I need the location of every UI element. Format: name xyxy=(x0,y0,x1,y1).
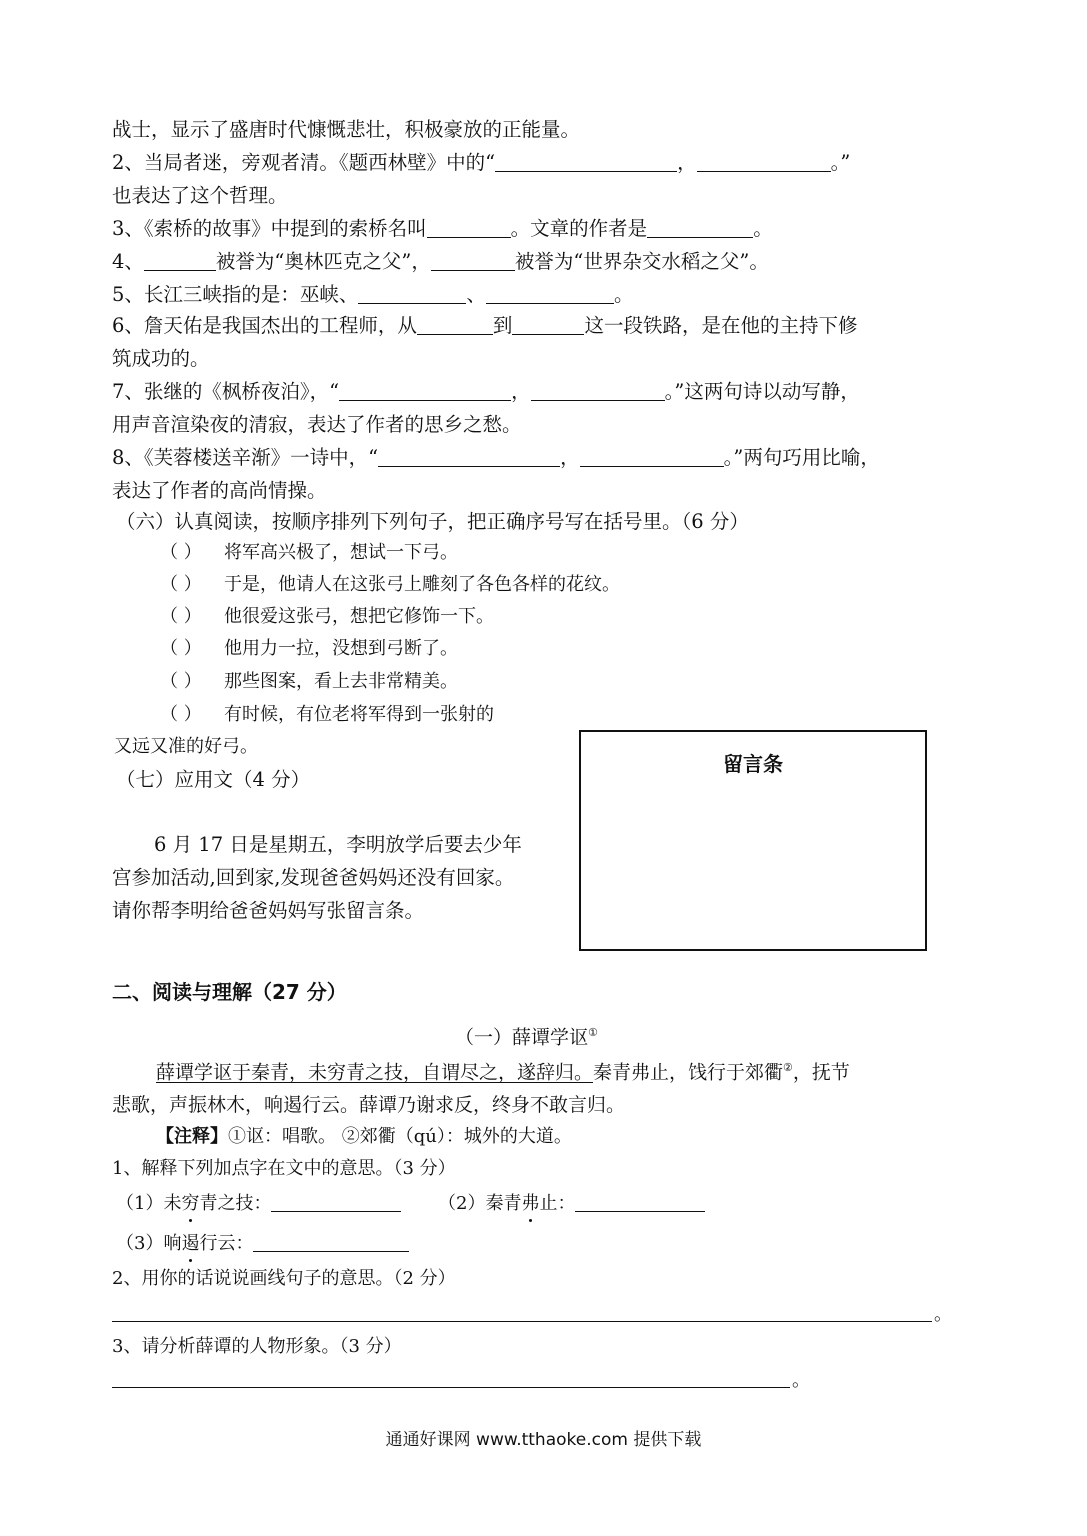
comma: ， xyxy=(560,446,580,469)
annotation xyxy=(156,1128,572,1146)
question-text: 。 xyxy=(613,283,634,306)
answer-blank[interactable] xyxy=(575,1194,705,1212)
item-text: 于是，他请人在这张弓上雕刻了各色各样的花纹。 xyxy=(224,574,620,595)
line-text: 表达了作者的高尚情操。 xyxy=(112,479,327,502)
question-text: 2、当局者迷，旁观者清。《题西林壁》中的“ xyxy=(112,151,496,174)
prompt-line: 6 月 17 日是星期五，李明放学后要去少年 xyxy=(154,833,522,856)
ordering-item xyxy=(160,608,494,626)
answer-blank[interactable] xyxy=(486,286,614,304)
sub-question-text: 止： xyxy=(539,1193,576,1214)
sub-question-1-3 xyxy=(116,1234,409,1253)
dotted-char: 穷 xyxy=(181,1193,200,1214)
text-line xyxy=(112,481,327,501)
answer-paren[interactable]: （ ） xyxy=(160,606,202,627)
answer-blank[interactable] xyxy=(647,220,753,238)
question-text: 。”这两句诗以动写静， xyxy=(664,380,860,403)
answer-blank[interactable] xyxy=(495,154,677,172)
answer-blank[interactable] xyxy=(339,383,511,401)
reading-question-3: 3、请分析薛谭的人物形象。（3 分） xyxy=(112,1336,402,1357)
answer-line[interactable] xyxy=(112,1321,932,1322)
answer-blank[interactable] xyxy=(144,253,216,271)
passage-title xyxy=(455,1027,598,1047)
question-text: 。 xyxy=(753,217,773,240)
text-line xyxy=(112,415,522,435)
passage-text: 秦青弗止，饯行于郊衢 xyxy=(593,1061,784,1084)
section-7-heading: （七）应用文（4 分） xyxy=(116,768,311,791)
reading-question-2: 2、用你的话说说画线句子的意思。（2 分） xyxy=(112,1268,456,1289)
annotation-text: ①讴：唱歌。 ②郊衢（qú）：城外的大道。 xyxy=(228,1126,572,1147)
answer-paren[interactable]: （ ） xyxy=(160,671,202,692)
dotted-char: 弗 xyxy=(521,1193,540,1214)
annotation-label: 【注释】 xyxy=(156,1126,228,1147)
comma: ， xyxy=(511,380,531,403)
question-text: 、 xyxy=(466,283,486,306)
question-text: 被誉为“奥林匹克之父”， xyxy=(215,250,431,273)
sub-question-text: 行云： xyxy=(199,1233,254,1254)
answer-blank[interactable] xyxy=(580,449,724,467)
note-box-title: 留言条 xyxy=(723,752,783,776)
question-text: 被誉为“世界杂交水稻之父”。 xyxy=(514,250,769,273)
question-7 xyxy=(112,382,860,402)
item-text: 将军高兴极了，想试一下弓。 xyxy=(224,542,458,563)
item-text: 那些图案，看上去非常精美。 xyxy=(224,671,458,692)
answer-blank[interactable] xyxy=(358,286,466,304)
footnote-mark: ② xyxy=(783,1061,793,1074)
message-note-box[interactable] xyxy=(579,730,927,951)
line-text: 战士，显示了盛唐时代慷慨悲壮，积极豪放的正能量。 xyxy=(112,118,581,141)
text-line xyxy=(112,186,288,206)
section-6-heading: （六）认真阅读，按顺序排列下列句子，把正确序号写在括号里。（6 分） xyxy=(116,510,749,533)
question-text: 8、《芙蓉楼送辛渐》一诗中，“ xyxy=(112,446,379,469)
item-text: 他很爱这张弓，想把它修饰一下。 xyxy=(224,606,494,627)
line-text: 也表达了这个哲理。 xyxy=(112,184,288,207)
ordering-item xyxy=(160,706,494,724)
question-text: 到 xyxy=(492,314,513,337)
sub-question-text: 青之技： xyxy=(199,1193,272,1214)
sub-question-text: （3）响 xyxy=(116,1233,182,1254)
ordering-item xyxy=(160,544,458,562)
footer: 通通好课网 www.tthaoke.com 提供下载 xyxy=(385,1430,702,1450)
prompt-line: 请你帮李明给爸爸妈妈写张留言条。 xyxy=(112,899,425,922)
question-5 xyxy=(112,285,633,305)
comma: ， xyxy=(677,151,697,174)
answer-blank[interactable] xyxy=(512,317,584,335)
answer-paren[interactable]: （ ） xyxy=(160,704,202,725)
question-text: 5、长江三峡指的是：巫峡、 xyxy=(112,283,359,306)
answer-blank[interactable] xyxy=(271,1194,401,1212)
question-text: 7、张继的《枫桥夜泊》，“ xyxy=(112,380,340,403)
period: 。 xyxy=(934,1304,952,1325)
answer-blank[interactable] xyxy=(253,1234,409,1252)
text-line xyxy=(112,120,580,140)
prompt-line: 宫参加活动,回到家,发现爸爸妈妈还没有回家。 xyxy=(112,866,515,889)
part-2-heading: 二、阅读与理解（27 分） xyxy=(112,980,347,1004)
sub-question-1-2 xyxy=(438,1194,705,1213)
underlined-sentence: 薛谭学讴于秦青，未穷青之技，自谓尽之，遂辞归。 xyxy=(156,1061,594,1084)
question-text: 。文章的作者是 xyxy=(510,217,648,240)
ordering-item xyxy=(160,640,458,658)
sub-question-1-1 xyxy=(116,1194,401,1213)
ordering-item xyxy=(160,576,620,594)
question-8 xyxy=(112,448,880,468)
question-6 xyxy=(112,316,857,336)
question-text: 6、詹天佑是我国杰出的工程师，从 xyxy=(112,314,417,337)
question-text: 4、 xyxy=(112,250,144,273)
reading-question-1: 1、解释下列加点字在文中的意思。（3 分） xyxy=(112,1158,456,1179)
answer-blank[interactable] xyxy=(427,220,511,238)
question-text: 3、《索桥的故事》中提到的索桥名叫 xyxy=(112,217,427,240)
line-text: 筑成功的。 xyxy=(112,347,210,370)
passage-line: 悲歌，声振林木，响遏行云。薛谭乃谢求反，终身不敢言归。 xyxy=(112,1094,626,1116)
text-line xyxy=(112,349,210,369)
period: 。 xyxy=(792,1370,810,1391)
item-text: 有时候，有位老将军得到一张射的 xyxy=(224,704,494,725)
passage-line xyxy=(156,1062,850,1082)
answer-blank[interactable] xyxy=(531,383,665,401)
item-continuation: 又远又准的好弓。 xyxy=(114,736,258,757)
question-4 xyxy=(112,252,769,272)
line-text: 用声音渲染夜的清寂，表达了作者的思乡之愁。 xyxy=(112,413,522,436)
sub-question-text: （2）秦青 xyxy=(438,1193,522,1214)
question-3 xyxy=(112,219,773,239)
question-text: 。”两句巧用比喻， xyxy=(723,446,880,469)
answer-line[interactable] xyxy=(112,1387,790,1388)
question-text: 这一段铁路，是在他的主持下修 xyxy=(584,314,858,337)
answer-blank[interactable] xyxy=(417,317,493,335)
item-text: 他用力一拉，没想到弓断了。 xyxy=(224,638,458,659)
answer-blank[interactable] xyxy=(378,449,560,467)
passage-text: ，抚节 xyxy=(792,1061,850,1084)
question-2 xyxy=(112,153,850,173)
dotted-char: 遏 xyxy=(181,1233,200,1254)
answer-blank[interactable] xyxy=(431,253,515,271)
footnote-mark: ① xyxy=(588,1026,598,1039)
answer-paren[interactable]: （ ） xyxy=(160,638,202,659)
answer-paren[interactable]: （ ） xyxy=(160,574,202,595)
sub-question-text: （1）未 xyxy=(116,1193,182,1214)
title-text: （一）薛谭学讴 xyxy=(455,1026,589,1049)
answer-blank[interactable] xyxy=(697,154,831,172)
question-text: 。” xyxy=(830,151,851,174)
answer-paren[interactable]: （ ） xyxy=(160,542,202,563)
ordering-item xyxy=(160,673,458,691)
